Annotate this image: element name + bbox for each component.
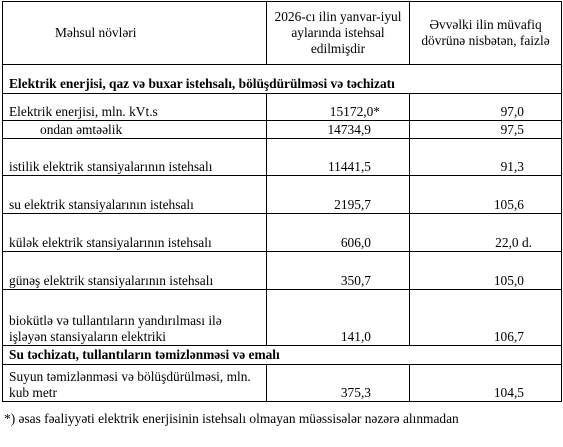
table-row [3,175,562,213]
row-name: Elektrik enerjisi, mln. kVt.s [3,103,267,120]
row-value: 11441,5 [267,138,410,175]
row-ratio: 97,5 [410,120,562,138]
row-value: 141,0 [267,289,410,345]
spacer-row [3,94,562,104]
row-value: 350,7 [267,251,410,289]
section-gap [3,65,562,76]
table-row [3,120,562,138]
section-1-title-row [3,75,562,94]
table-row [3,364,562,401]
section-1-title: Elektrik enerjisi, qaz və buxar istehsalı, bölüşdürülməsi və təchizatı [3,75,562,94]
header-row [3,2,562,65]
row-name: biokütlə və tullantıların yandırılması ilə işləyən stansiyaların elektriki [3,289,267,345]
header-product: Məhsul növləri [3,2,267,65]
row-ratio: 105,0 [410,251,562,289]
row-ratio: 105,6 [410,175,562,213]
table-row [3,251,562,289]
row-name: ondan əmtəəlik [3,120,267,138]
row-value: 375,3 [267,364,410,401]
row-name: istilik elektrik stansiyalarının istehsalı [3,138,267,175]
table-row [3,103,562,120]
row-value: 606,0 [267,213,410,251]
section-2-title-row [3,345,562,364]
row-ratio: 104,5 [410,364,562,401]
table-row [3,289,562,345]
footnote: *) əsas fəaliyyəti elektrik enerjisinin istehsalı olmayan müəssisələr nəzərə alınmadan [4,411,459,426]
header-produced: 2026-cı ilin yanvar-iyul aylarında istehsal edilmişdir [267,2,410,65]
row-name: su elektrik stansiyalarının istehsalı [3,175,267,213]
row-ratio: 91,3 [410,138,562,175]
section-2-title: Su təchizatı, tullantıların təmizlənməsi və emalı [3,345,562,364]
row-value: 14734,9 [267,120,410,138]
row-ratio: 97,0 [410,103,562,120]
row-name: Suyun təmizlənməsi və bölüşdürülməsi, mln. kub metr [3,364,267,401]
table-row [3,213,562,251]
production-table [2,1,562,402]
table-row [3,138,562,175]
row-name: günəş elektrik stansiyalarının istehsalı [3,251,267,289]
row-ratio: 22,0 d. [410,213,562,251]
row-ratio: 106,7 [410,289,562,345]
row-value: 15172,0* [267,103,410,120]
header-ratio: Əvvəlki ilin müvafiq dövrünə nisbətən, faizlə [410,2,562,65]
row-value: 2195,7 [267,175,410,213]
row-name: külək elektrik stansiyalarının istehsalı [3,213,267,251]
